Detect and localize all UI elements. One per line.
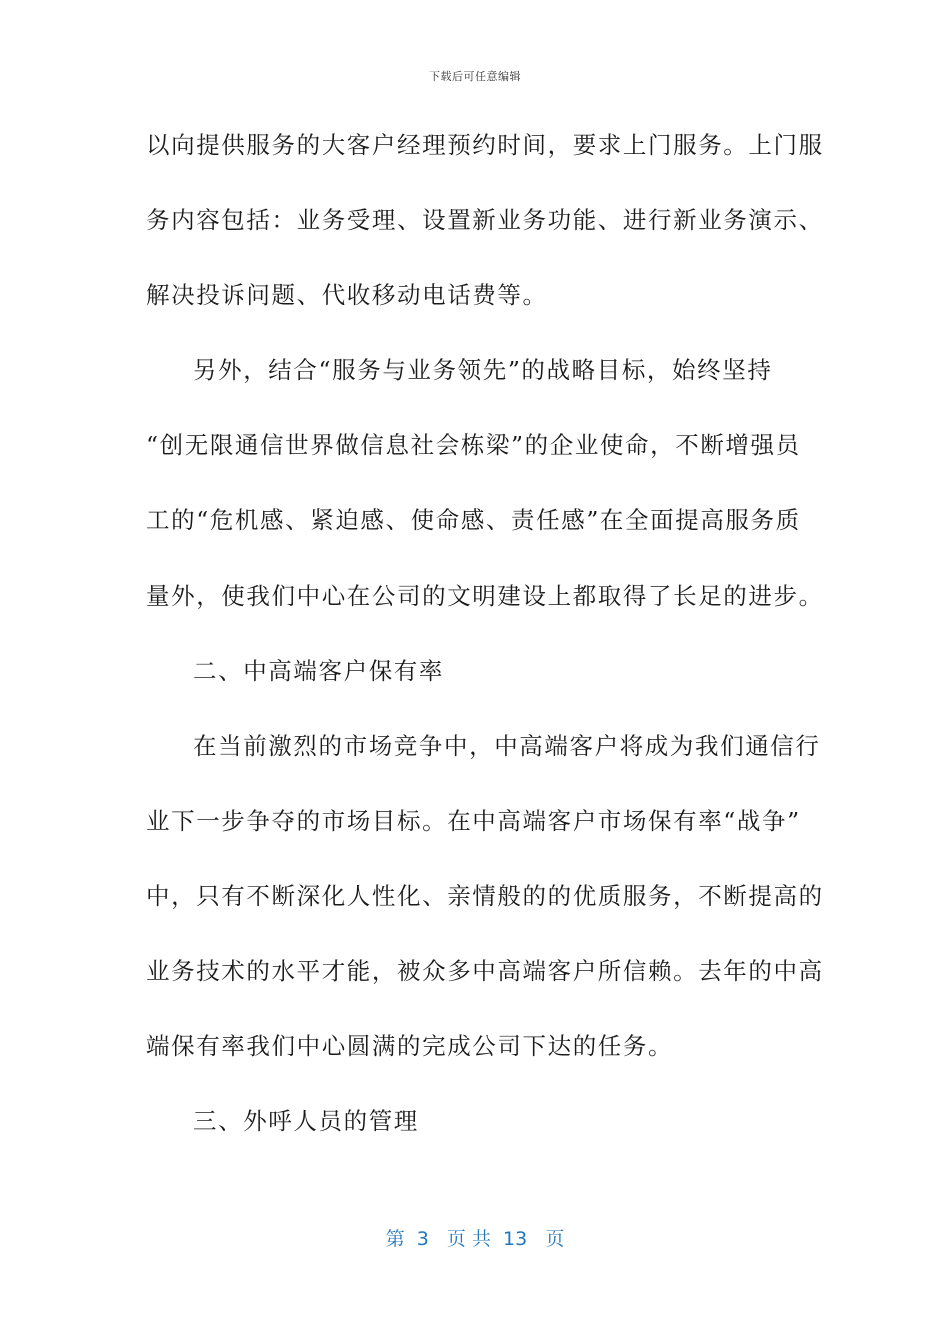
text-line: 务内容包括：业务受理、设置新业务功能、进行新业务演示、 bbox=[146, 206, 824, 235]
text-line: 量外，使我们中心在公司的文明建设上都取得了长足的进步。 bbox=[146, 581, 824, 610]
text-line: 业下一步争夺的市场目标。在中高端客户市场保有率“战争” bbox=[146, 806, 801, 835]
document-body bbox=[146, 124, 824, 1175]
section-heading: 三、外呼人员的管理 bbox=[193, 1107, 419, 1136]
section-heading: 二、中高端客户保有率 bbox=[193, 656, 444, 685]
text-line: 工的“危机感、紧迫感、使命感、责任感”在全面提高服务质 bbox=[146, 506, 801, 535]
text-line: 解决投诉问题、代收移动电话费等。 bbox=[146, 281, 548, 310]
text-line: 业务技术的水平才能，被众多中高端客户所信赖。去年的中高 bbox=[146, 957, 824, 986]
paragraph-start-line: 另外，结合“服务与业务领先”的战略目标，始终坚持 bbox=[193, 356, 773, 385]
text-line: “创无限通信世界做信息社会栋梁”的企业使命，不断增强员 bbox=[146, 431, 801, 460]
page-header-note: 下载后可任意编辑 bbox=[429, 70, 521, 83]
page-number-footer: 第 3 页 共 13 页 bbox=[385, 1228, 565, 1250]
text-line: 以向提供服务的大客户经理预约时间，要求上门服务。上门服 bbox=[146, 131, 824, 159]
text-line: 端保有率我们中心圆满的完成公司下达的任务。 bbox=[146, 1032, 674, 1061]
text-line: 中，只有不断深化人性化、亲情般的的优质服务，不断提高的 bbox=[146, 881, 824, 910]
paragraph-start-line: 在当前激烈的市场竞争中，中高端客户将成为我们通信行 bbox=[193, 731, 821, 760]
